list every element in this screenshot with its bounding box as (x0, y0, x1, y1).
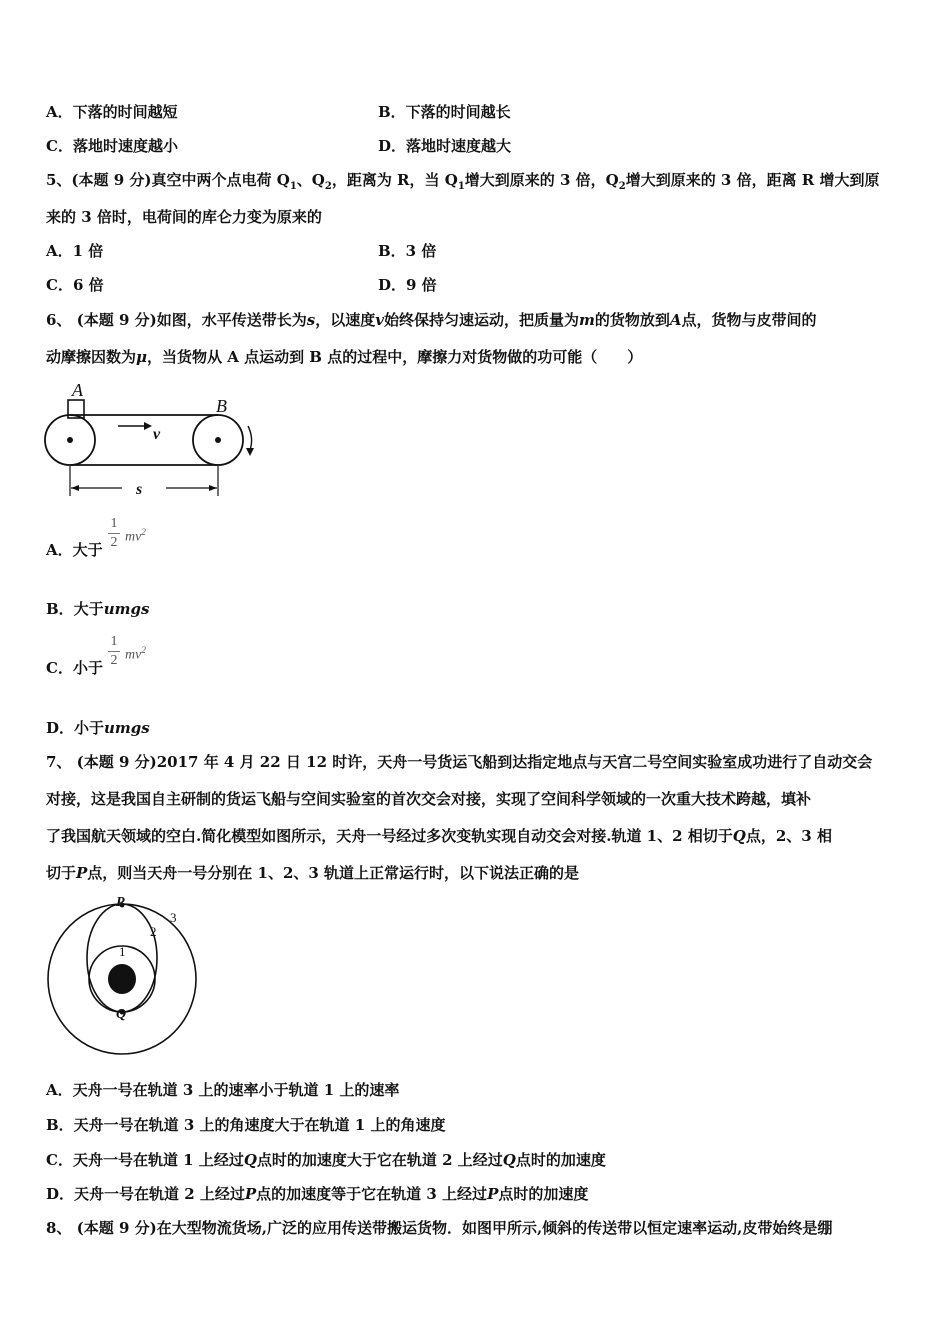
orbit-label-3: 3 (170, 910, 177, 925)
q5-stem-line2: 来的 3 倍时，电荷间的库仑力变为原来的 (46, 208, 322, 226)
q5-option-b: B．3 倍 (378, 242, 437, 260)
fig-label-v: v (153, 426, 161, 443)
fig-label-s: s (136, 481, 143, 498)
q6-option-c-mv2: $mv^2$ (125, 645, 146, 663)
q7-option-a: A．天舟一号在轨道 3 上的速率小于轨道 1 上的速率 (46, 1081, 400, 1099)
orbit-label-1: 1 (119, 944, 126, 959)
q8-stem-line1: 8、 (本题 9 分)在大型物流货场,广泛的应用传送带搬运货物．如图甲所示,倾斜的传送带以恒定速率运动,皮带始终是绷 (46, 1219, 833, 1237)
q7-stem-line2: 对接，这是我国自主研制的货运飞船与空间实验室的首次交会对接，实现了空间科学领域的一次重大技术跨越，填补 (46, 790, 812, 808)
fig-label-B: B (216, 396, 227, 416)
q6-option-b: B．大于umgs (46, 600, 150, 618)
orbit-label-2: 2 (150, 924, 157, 939)
q6-option-a-mv2: $mv^2$ (125, 527, 146, 545)
q6-option-c: C．小于 (46, 659, 103, 677)
q7-option-c: C．天舟一号在轨道 1 上经过Q点时的加速度大于它在轨道 2 上经过Q点时的加速度 (46, 1151, 606, 1169)
q4-option-c: C．落地时速度越小 (46, 137, 178, 155)
q7-stem-line4: 切于P点，则当天舟一号分别在 1、2、3 轨道上正常运行时，以下说法正确的是 (46, 864, 580, 882)
q6-option-a: A．大于 (46, 541, 103, 559)
q6-stem-line1: 6、 (本题 9 分)如图，水平传送带长为s，以速度v始终保持匀速运动，把质量为m的货物放到A点，货物与皮带间的 (46, 311, 817, 329)
q4-option-a: A．下落的时间越短 (46, 103, 178, 121)
q4-option-d: D．落地时速度越大 (378, 137, 512, 155)
conveyor-belt-figure (40, 378, 270, 498)
q4-option-b: B．下落的时间越长 (378, 103, 511, 121)
q5-option-a: A．1 倍 (46, 242, 104, 260)
q6-option-d: D．小于umgs (46, 719, 150, 737)
q7-stem-line1: 7、 (本题 9 分)2017 年 4 月 22 日 12 时许，天舟一号货运飞船到达指定地点与天宫二号空间实验室成功进行了自动交会 (46, 753, 873, 771)
q5-option-c: C．6 倍 (46, 276, 104, 294)
orbit-label-Q: Q (116, 1007, 127, 1022)
orbit-figure (40, 892, 200, 1062)
q5-stem-line1: 5、(本题 9 分)真空中两个点电荷 $Q_1$、$Q_2$，距离为 R，当 $Q_1$增大到原来的 3 倍，$Q_2$增大到原来的 3 倍，距离 R 增大到原 (46, 171, 880, 192)
fig-label-A: A (72, 380, 83, 400)
q6-stem-line2: 动摩擦因数为μ，当货物从 A 点运动到 B 点的过程中，摩擦力对货物做的功可能（ ） (46, 348, 643, 366)
q7-option-b: B．天舟一号在轨道 3 上的角速度大于在轨道 1 上的角速度 (46, 1116, 446, 1134)
orbit-label-P: P (116, 895, 125, 910)
q7-stem-line3: 了我国航天领域的空白.简化模型如图所示，天舟一号经过多次变轨实现自动交会对接.轨道 1、2 相切于Q点，2、3 相 (46, 827, 832, 845)
q5-option-d: D．9 倍 (378, 276, 437, 294)
q7-option-d: D．天舟一号在轨道 2 上经过P点的加速度等于它在轨道 3 上经过P点时的加速度 (46, 1185, 589, 1203)
q6-option-a-fraction: 1 2 (108, 516, 120, 551)
q6-option-c-fraction: 1 2 (108, 634, 120, 669)
